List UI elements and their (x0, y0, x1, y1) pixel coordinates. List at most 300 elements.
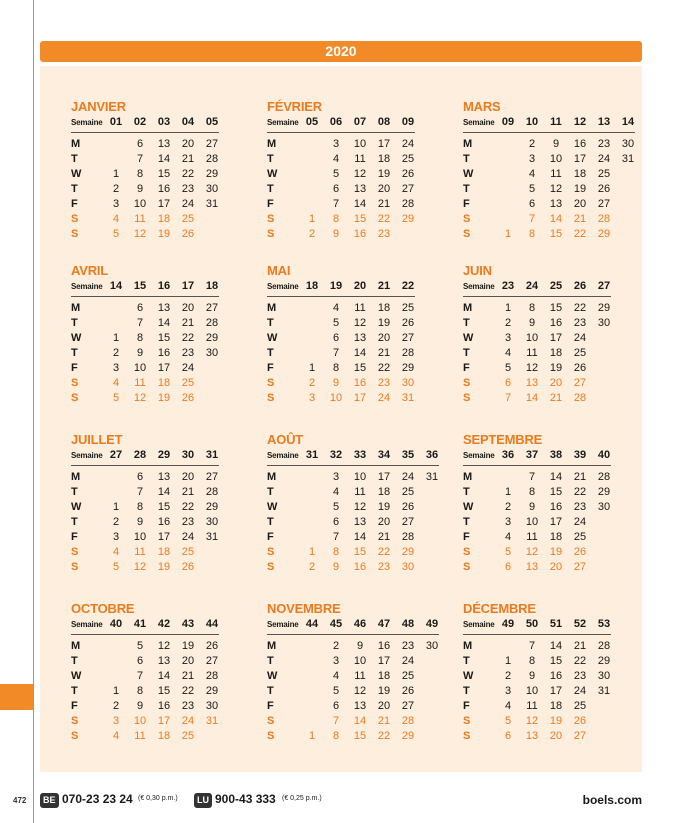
weekday-row (463, 669, 611, 684)
date-cell: 13 (353, 700, 367, 712)
week-number: 46 (353, 618, 367, 630)
date-cell: 28 (573, 392, 587, 404)
website-link[interactable]: boels.com (582, 793, 642, 807)
weekday-row (71, 515, 219, 530)
week-number: 33 (353, 449, 367, 461)
day-letter: T (71, 183, 78, 195)
date-cell: 19 (157, 228, 171, 240)
date-cell: 25 (597, 168, 611, 180)
day-letter: S (463, 392, 471, 404)
date-cell: 24 (181, 198, 195, 210)
week-number: 36 (501, 449, 515, 461)
week-number: 06 (329, 116, 343, 128)
weekday-row (71, 530, 219, 545)
date-cell: 8 (136, 685, 144, 697)
date-cell: 20 (377, 183, 391, 195)
day-letter: S (267, 228, 275, 240)
day-letter: F (267, 362, 274, 374)
date-cell: 1 (308, 213, 316, 225)
date-cell: 10 (525, 332, 539, 344)
date-cell: 5 (332, 168, 340, 180)
date-cell: 29 (205, 332, 219, 344)
weekday-row (267, 515, 439, 530)
date-cell: 11 (526, 700, 538, 712)
date-cell: 3 (504, 332, 512, 344)
date-cell: 21 (181, 670, 195, 682)
date-cell: 4 (504, 700, 512, 712)
date-cell: 29 (401, 362, 415, 374)
date-cell: 20 (377, 516, 391, 528)
weekday-row (267, 639, 439, 654)
date-cell: 23 (573, 501, 587, 513)
week-number: 30 (181, 449, 195, 461)
date-cell: 24 (573, 332, 587, 344)
date-cell: 2 (504, 670, 512, 682)
date-cell: 28 (597, 471, 611, 483)
weekday-row (71, 331, 219, 346)
date-cell: 5 (504, 715, 512, 727)
date-cell: 17 (549, 332, 563, 344)
date-cell: 27 (573, 561, 587, 573)
weekday-row (463, 152, 635, 167)
day-letter: F (71, 700, 78, 712)
date-cell: 4 (504, 347, 512, 359)
day-letter: M (267, 471, 277, 483)
weekday-row (267, 470, 439, 485)
date-cell: 2 (528, 138, 536, 150)
weekday-row (463, 684, 611, 699)
date-cell: 31 (205, 715, 219, 727)
week-number: 27 (597, 280, 611, 292)
week-number: 24 (525, 280, 539, 292)
date-cell: 28 (401, 715, 415, 727)
date-cell: 13 (353, 516, 367, 528)
lu-phone-number[interactable]: 900-43 333 (215, 792, 276, 806)
week-label: Semaine (463, 620, 495, 629)
date-cell: 22 (377, 362, 391, 374)
week-number: 47 (377, 618, 391, 630)
weekday-row (267, 500, 439, 515)
date-cell: 21 (549, 392, 563, 404)
date-cell: 10 (525, 685, 539, 697)
date-cell: 12 (353, 168, 367, 180)
day-letter: F (463, 700, 470, 712)
day-letter: S (463, 546, 471, 558)
date-cell: 2 (332, 640, 340, 652)
date-cell: 21 (573, 471, 587, 483)
weekend-day-row (463, 729, 611, 744)
date-cell: 5 (332, 317, 340, 329)
date-cell: 14 (353, 531, 367, 543)
week-number: 37 (525, 449, 539, 461)
weekend-day-row (463, 212, 635, 227)
day-letter: T (267, 347, 274, 359)
weekday-row (267, 167, 415, 182)
day-letter: M (463, 471, 473, 483)
day-letter: S (71, 561, 79, 573)
date-cell: 10 (133, 198, 147, 210)
week-number: 03 (157, 116, 171, 128)
date-cell: 24 (401, 655, 415, 667)
date-cell: 6 (504, 377, 512, 389)
date-cell: 1 (112, 168, 120, 180)
day-letter: W (267, 332, 278, 344)
weekend-day-row (267, 545, 439, 560)
week-number-row (71, 618, 219, 635)
date-cell: 20 (181, 302, 195, 314)
date-cell: 2 (112, 700, 120, 712)
date-cell: 27 (205, 138, 219, 150)
week-number: 48 (401, 618, 415, 630)
day-letter: M (71, 138, 81, 150)
day-letter: F (71, 531, 78, 543)
date-cell: 7 (332, 531, 340, 543)
weekday-row (71, 684, 219, 699)
date-cell: 31 (205, 531, 219, 543)
date-cell: 4 (112, 546, 120, 558)
date-cell: 24 (181, 715, 195, 727)
date-cell: 12 (133, 392, 147, 404)
date-cell: 9 (136, 183, 144, 195)
day-letter: S (267, 213, 275, 225)
weekday-row (71, 197, 219, 212)
date-cell: 30 (205, 700, 219, 712)
week-number: 44 (305, 618, 319, 630)
date-cell: 27 (597, 198, 611, 210)
day-letter: W (463, 168, 474, 180)
date-cell: 18 (549, 700, 563, 712)
date-cell: 14 (157, 317, 171, 329)
day-letter: M (463, 302, 473, 314)
date-cell: 10 (525, 516, 539, 528)
date-cell: 23 (181, 516, 195, 528)
day-letter: W (267, 501, 278, 513)
weekday-row (267, 331, 415, 346)
date-cell: 11 (526, 531, 538, 543)
day-letter: T (71, 347, 78, 359)
date-cell: 12 (133, 228, 147, 240)
weekend-day-row (71, 729, 219, 744)
day-letter: S (71, 392, 79, 404)
date-cell: 28 (205, 317, 219, 329)
date-cell: 22 (181, 501, 195, 513)
weekday-row (71, 316, 219, 331)
date-cell: 4 (112, 213, 120, 225)
date-cell: 16 (157, 516, 171, 528)
week-number: 18 (305, 280, 319, 292)
day-letter: T (463, 347, 470, 359)
weekday-row (267, 485, 439, 500)
week-label: Semaine (463, 451, 495, 460)
date-cell: 6 (332, 183, 340, 195)
month-name: AOÛT (267, 432, 304, 447)
date-cell: 1 (112, 501, 120, 513)
day-letter: T (463, 153, 470, 165)
date-cell: 27 (205, 655, 219, 667)
weekday-row (71, 699, 219, 714)
week-number: 02 (133, 116, 147, 128)
date-cell: 26 (573, 715, 587, 727)
date-cell: 17 (353, 392, 367, 404)
week-label: Semaine (71, 118, 103, 127)
date-cell: 7 (136, 317, 144, 329)
week-number: 07 (353, 116, 367, 128)
date-cell: 28 (401, 198, 415, 210)
date-cell: 5 (136, 640, 144, 652)
weekday-row (71, 301, 219, 316)
date-cell: 13 (525, 730, 539, 742)
date-cell: 7 (528, 640, 536, 652)
date-cell: 15 (157, 501, 171, 513)
date-cell: 25 (573, 531, 587, 543)
be-phone-number[interactable]: 070-23 23 24 (62, 792, 133, 806)
date-cell: 17 (549, 516, 563, 528)
day-letter: S (71, 715, 79, 727)
weekday-row (463, 654, 611, 669)
date-cell: 23 (573, 670, 587, 682)
date-cell: 29 (597, 302, 611, 314)
date-cell: 22 (377, 730, 391, 742)
calendar-panel (40, 66, 642, 772)
date-cell: 13 (549, 198, 563, 210)
date-cell: 5 (332, 501, 340, 513)
date-cell: 26 (181, 392, 195, 404)
date-cell: 10 (353, 471, 367, 483)
day-letter: S (463, 715, 471, 727)
date-cell: 10 (133, 362, 147, 374)
week-number: 44 (205, 618, 219, 630)
date-cell: 22 (573, 302, 587, 314)
date-cell: 17 (377, 471, 391, 483)
weekday-row (267, 361, 415, 376)
date-cell: 3 (332, 471, 340, 483)
date-cell: 25 (181, 213, 195, 225)
date-cell: 11 (134, 730, 146, 742)
day-letter: M (267, 640, 277, 652)
date-cell: 31 (425, 471, 439, 483)
week-label: Semaine (71, 282, 103, 291)
date-cell: 19 (573, 183, 587, 195)
day-letter: T (267, 153, 274, 165)
day-letter: M (463, 640, 473, 652)
day-letter: M (267, 138, 277, 150)
date-cell: 18 (549, 347, 563, 359)
date-cell: 16 (157, 347, 171, 359)
day-letter: T (463, 655, 470, 667)
date-cell: 17 (377, 138, 391, 150)
be-country-badge: BE (40, 793, 59, 808)
date-cell: 16 (573, 138, 587, 150)
day-letter: F (267, 531, 274, 543)
date-cell: 23 (181, 347, 195, 359)
week-label: Semaine (267, 282, 299, 291)
date-cell: 12 (133, 561, 147, 573)
date-cell: 12 (353, 317, 367, 329)
page-number: 472 (13, 796, 27, 805)
day-letter: T (463, 317, 470, 329)
date-cell: 6 (332, 700, 340, 712)
weekday-row (463, 137, 635, 152)
date-cell: 29 (401, 730, 415, 742)
week-number: 26 (573, 280, 587, 292)
date-cell: 22 (377, 546, 391, 558)
date-cell: 6 (136, 655, 144, 667)
day-letter: M (71, 640, 81, 652)
day-letter: S (463, 213, 471, 225)
date-cell: 1 (504, 486, 512, 498)
date-cell: 4 (112, 730, 120, 742)
date-cell: 31 (597, 685, 611, 697)
date-cell: 19 (377, 168, 391, 180)
date-cell: 4 (528, 168, 536, 180)
week-number: 28 (133, 449, 147, 461)
date-cell: 3 (528, 153, 536, 165)
day-letter: M (463, 138, 473, 150)
date-cell: 12 (157, 640, 171, 652)
date-cell: 20 (549, 561, 563, 573)
date-cell: 20 (377, 332, 391, 344)
weekday-row (463, 639, 611, 654)
date-cell: 14 (549, 213, 563, 225)
weekend-day-row (267, 212, 415, 227)
month-name: NOVEMBRE (267, 601, 341, 616)
date-cell: 15 (157, 168, 171, 180)
date-cell: 23 (377, 377, 391, 389)
week-number: 16 (157, 280, 171, 292)
date-cell: 26 (401, 168, 415, 180)
date-cell: 19 (377, 317, 391, 329)
day-letter: S (463, 377, 471, 389)
date-cell: 1 (308, 730, 316, 742)
month-name: JUILLET (71, 432, 123, 447)
date-cell: 29 (597, 655, 611, 667)
date-cell: 17 (377, 655, 391, 667)
date-cell: 6 (136, 138, 144, 150)
date-cell: 11 (134, 377, 146, 389)
date-cell: 20 (377, 700, 391, 712)
date-cell: 18 (377, 486, 391, 498)
week-number: 25 (549, 280, 563, 292)
date-cell: 8 (332, 213, 340, 225)
date-cell: 19 (181, 640, 195, 652)
month-name: JUIN (463, 263, 492, 278)
date-cell: 26 (401, 685, 415, 697)
date-cell: 22 (181, 168, 195, 180)
weekday-row (267, 316, 415, 331)
date-cell: 3 (308, 392, 316, 404)
weekend-day-row (267, 376, 415, 391)
date-cell: 5 (332, 685, 340, 697)
date-cell: 9 (332, 377, 340, 389)
date-cell: 27 (401, 332, 415, 344)
date-cell: 31 (205, 198, 219, 210)
date-cell: 21 (377, 347, 391, 359)
date-cell: 15 (353, 213, 367, 225)
day-letter: T (463, 486, 470, 498)
date-cell: 13 (157, 138, 171, 150)
date-cell: 17 (549, 685, 563, 697)
date-cell: 10 (329, 392, 343, 404)
week-label: Semaine (267, 620, 299, 629)
day-letter: T (71, 685, 78, 697)
day-letter: S (267, 730, 275, 742)
date-cell: 8 (332, 730, 340, 742)
date-cell: 25 (181, 730, 195, 742)
date-cell: 6 (136, 302, 144, 314)
date-cell: 21 (181, 153, 195, 165)
weekday-row (71, 182, 219, 197)
week-number: 49 (425, 618, 439, 630)
date-cell: 14 (549, 471, 563, 483)
date-cell: 7 (332, 347, 340, 359)
weekday-row (267, 137, 415, 152)
date-cell: 22 (573, 655, 587, 667)
date-cell: 17 (157, 362, 171, 374)
date-cell: 15 (353, 546, 367, 558)
weekday-row (463, 361, 611, 376)
weekday-row (267, 669, 439, 684)
date-cell: 14 (157, 153, 171, 165)
day-letter: S (71, 546, 79, 558)
date-cell: 18 (377, 153, 391, 165)
day-letter: M (71, 471, 81, 483)
week-number: 42 (157, 618, 171, 630)
date-cell: 30 (205, 347, 219, 359)
day-letter: S (463, 561, 471, 573)
date-cell: 9 (136, 347, 144, 359)
date-cell: 22 (573, 486, 587, 498)
date-cell: 20 (181, 138, 195, 150)
date-cell: 25 (573, 700, 587, 712)
day-letter: T (267, 317, 274, 329)
week-number: 23 (501, 280, 515, 292)
date-cell: 10 (133, 715, 147, 727)
date-cell: 4 (332, 153, 340, 165)
weekday-row (71, 470, 219, 485)
date-cell: 16 (353, 561, 367, 573)
date-cell: 26 (597, 183, 611, 195)
date-cell: 27 (205, 471, 219, 483)
week-number-row (463, 116, 635, 133)
date-cell: 11 (526, 347, 538, 359)
date-cell: 27 (401, 183, 415, 195)
day-letter: F (267, 198, 274, 210)
week-number-row (463, 618, 611, 635)
date-cell: 24 (181, 362, 195, 374)
date-cell: 4 (332, 486, 340, 498)
day-letter: S (71, 730, 79, 742)
day-letter: T (463, 183, 470, 195)
date-cell: 1 (308, 362, 316, 374)
month-name: MAI (267, 263, 291, 278)
date-cell: 16 (549, 501, 563, 513)
date-cell: 19 (377, 685, 391, 697)
date-cell: 24 (181, 531, 195, 543)
date-cell: 8 (528, 228, 536, 240)
date-cell: 18 (157, 377, 171, 389)
weekday-row (267, 346, 415, 361)
weekday-row (267, 699, 439, 714)
day-letter: W (463, 670, 474, 682)
date-cell: 25 (181, 546, 195, 558)
date-cell: 6 (528, 198, 536, 210)
date-cell: 28 (205, 670, 219, 682)
week-number: 11 (550, 116, 562, 128)
day-letter: M (71, 302, 81, 314)
weekend-day-row (267, 560, 439, 575)
date-cell: 25 (401, 670, 415, 682)
week-number: 09 (401, 116, 415, 128)
